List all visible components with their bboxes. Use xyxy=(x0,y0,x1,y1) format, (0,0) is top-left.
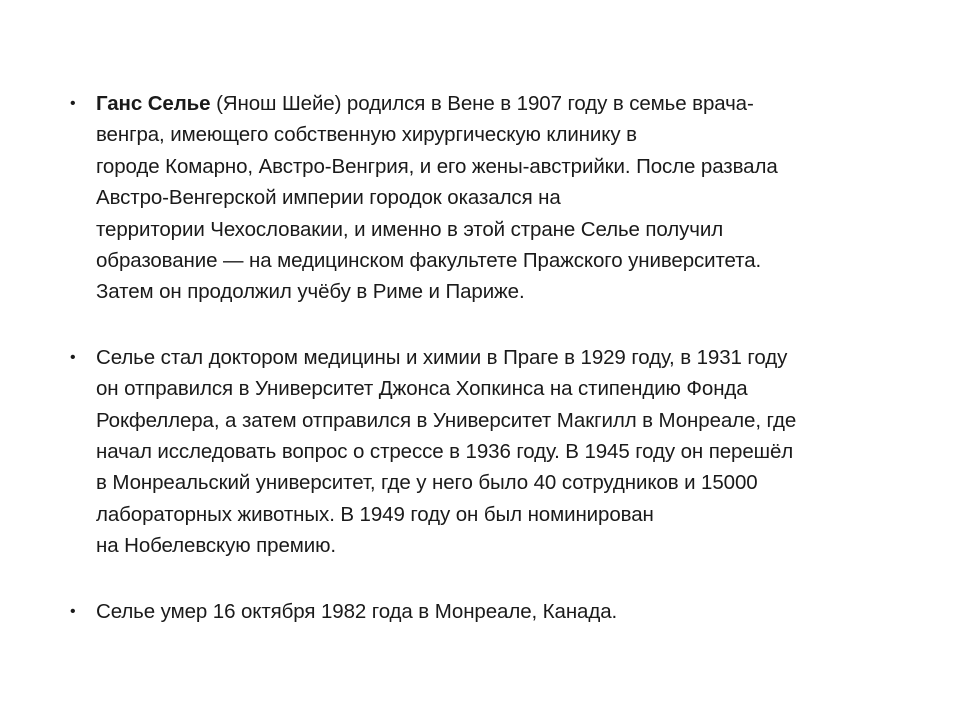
bullet-marker: • xyxy=(70,95,76,112)
text-line: Затем он продолжил учёбу в Риме и Париже. xyxy=(96,280,525,304)
text-line: начал исследовать вопрос о стрессе в 1936 году. В 1945 году он перешёл xyxy=(96,440,794,464)
text-line: Селье умер 16 октября 1982 года в Монреале, Канада. xyxy=(96,599,618,623)
text-span: (Янош Шейе) родился в Вене в 1907 году в семье врача- xyxy=(210,92,754,115)
text-line: Рокфеллера, а затем отправился в Университет Макгилл в Монреале, где xyxy=(96,408,797,432)
bullet-item-career xyxy=(68,342,928,562)
bullet-item-biography-early xyxy=(68,88,928,308)
text-line: образование — на медицинском факультете Пражского университета. xyxy=(96,249,762,273)
text-line: Селье стал доктором медицины и химии в Праге в 1929 году, в 1931 году xyxy=(96,345,788,369)
bullet-marker: • xyxy=(70,348,76,366)
text-line: лабораторных животных. В 1949 году он был номинирован xyxy=(96,502,654,526)
text-line: на Нобелевскую премию. xyxy=(96,534,336,558)
text-line: городе Комарно, Австро-Венгрия, и его жены-австрийки. После развала xyxy=(96,154,778,178)
text-line: территории Чехословакии, и именно в этой стране Селье получил xyxy=(96,217,724,241)
text-line: венгра, имеющего собственную хирургическую клинику в xyxy=(96,123,637,147)
bullet-item-death xyxy=(68,596,928,627)
bullet-marker: • xyxy=(70,602,76,620)
text-line xyxy=(96,88,928,119)
text-line: в Монреальский университет, где у него было 40 сотрудников и 15000 xyxy=(96,471,758,495)
text-line: Австро-Венгерской империи городок оказался на xyxy=(96,186,561,210)
bullet-list xyxy=(68,88,928,627)
text-line: он отправился в Университет Джонса Хопкинса на стипендию Фонда xyxy=(96,377,748,401)
bold-name: Ганс Селье xyxy=(96,92,211,115)
